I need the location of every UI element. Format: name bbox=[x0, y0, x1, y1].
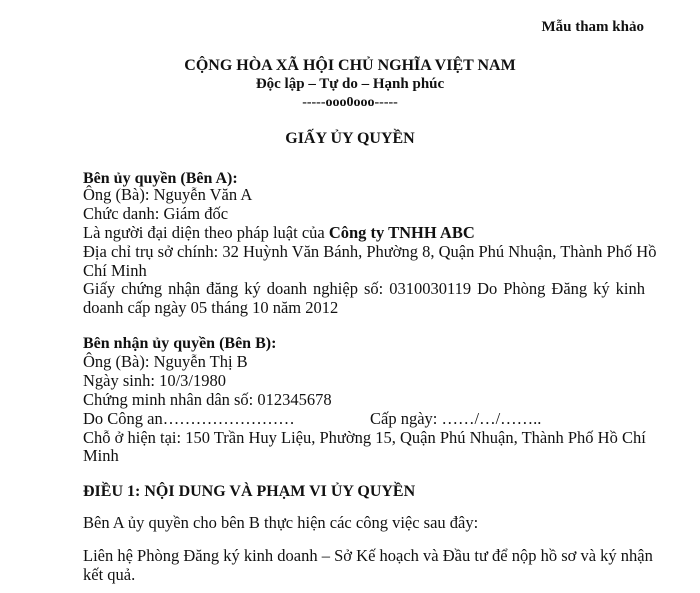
party-a-position-label: Chức danh: bbox=[83, 204, 164, 223]
party-a-position-value: Giám đốc bbox=[163, 204, 229, 223]
party-b-residence-line-1: Chỗ ở hiện tại: 150 Trần Huy Liệu, Phường 15, Quận Phú Nhuận, Thành Phố Hồ Chí bbox=[83, 428, 646, 447]
party-b-id-label: Chứng minh nhân dân số: bbox=[83, 390, 258, 409]
party-b-name-label: Ông (Bà): bbox=[83, 352, 154, 371]
article-1-intro: Bên A ủy quyền cho bên B thực hiện các công việc sau đây: bbox=[83, 513, 479, 532]
party-a-representative bbox=[83, 225, 475, 242]
document-title: GIẤY ỦY QUYỀN bbox=[285, 130, 415, 147]
party-a-name-label: Ông (Bà): bbox=[83, 185, 154, 204]
article-1-task-line-2: kết quả. bbox=[83, 565, 136, 584]
article-1-task-line-1: Liên hệ Phòng Đăng ký kinh doanh – Sở Kế hoạch và Đầu tư để nộp hồ sơ và ký nhận bbox=[83, 546, 653, 565]
national-motto: Độc lập – Tự do – Hạnh phúc bbox=[255, 76, 445, 92]
header-divider: -----ooo0ooo----- bbox=[302, 95, 398, 110]
party-a-company: Công ty TNHH ABC bbox=[328, 223, 475, 242]
country-name: CỘNG HÒA XÃ HỘI CHỦ NGHĨA VIỆT NAM bbox=[184, 57, 516, 74]
party-b-issued-by: Do Công an…………………… bbox=[83, 409, 295, 428]
party-a-representative-prefix: Là người đại diện theo pháp luật của bbox=[83, 223, 329, 242]
party-a-registration-line-2: doanh cấp ngày 05 tháng 10 năm 2012 bbox=[83, 298, 339, 317]
party-b-name-value: Nguyễn Thị B bbox=[153, 352, 248, 371]
party-a-address-line-2: Chí Minh bbox=[83, 261, 147, 280]
party-b-dob-label: Ngày sinh: bbox=[83, 371, 160, 390]
reference-label: Mẫu tham khảo bbox=[541, 19, 644, 35]
party-a-heading: Bên ủy quyền (Bên A): bbox=[83, 170, 238, 187]
party-a-registration-line-1: Giấy chứng nhận đăng ký doanh nghiệp số: 0310030119 Do Phòng Đăng ký kinh bbox=[83, 279, 645, 298]
party-b-heading: Bên nhận ủy quyền (Bên B): bbox=[83, 335, 277, 352]
party-a-address-line-1: Địa chỉ trụ sở chính: 32 Huỳnh Văn Bánh, Phường 8, Quận Phú Nhuận, Thành Phố Hồ bbox=[83, 242, 657, 261]
party-b-issued-date: Cấp ngày: ……/…/…….. bbox=[370, 409, 542, 428]
article-1-heading: ĐIỀU 1: NỘI DUNG VÀ PHẠM VI ỦY QUYỀN bbox=[83, 483, 416, 500]
party-a-position bbox=[83, 206, 228, 223]
party-b-id-value: 012345678 bbox=[257, 390, 332, 409]
party-b-dob bbox=[83, 373, 226, 390]
party-b-id bbox=[83, 392, 332, 409]
party-b-residence-line-2: Minh bbox=[83, 446, 119, 465]
party-a-name bbox=[83, 187, 252, 204]
party-b-dob-value: 10/3/1980 bbox=[159, 371, 227, 390]
party-b-name bbox=[83, 354, 248, 371]
party-a-name-value: Nguyễn Văn A bbox=[153, 185, 253, 204]
